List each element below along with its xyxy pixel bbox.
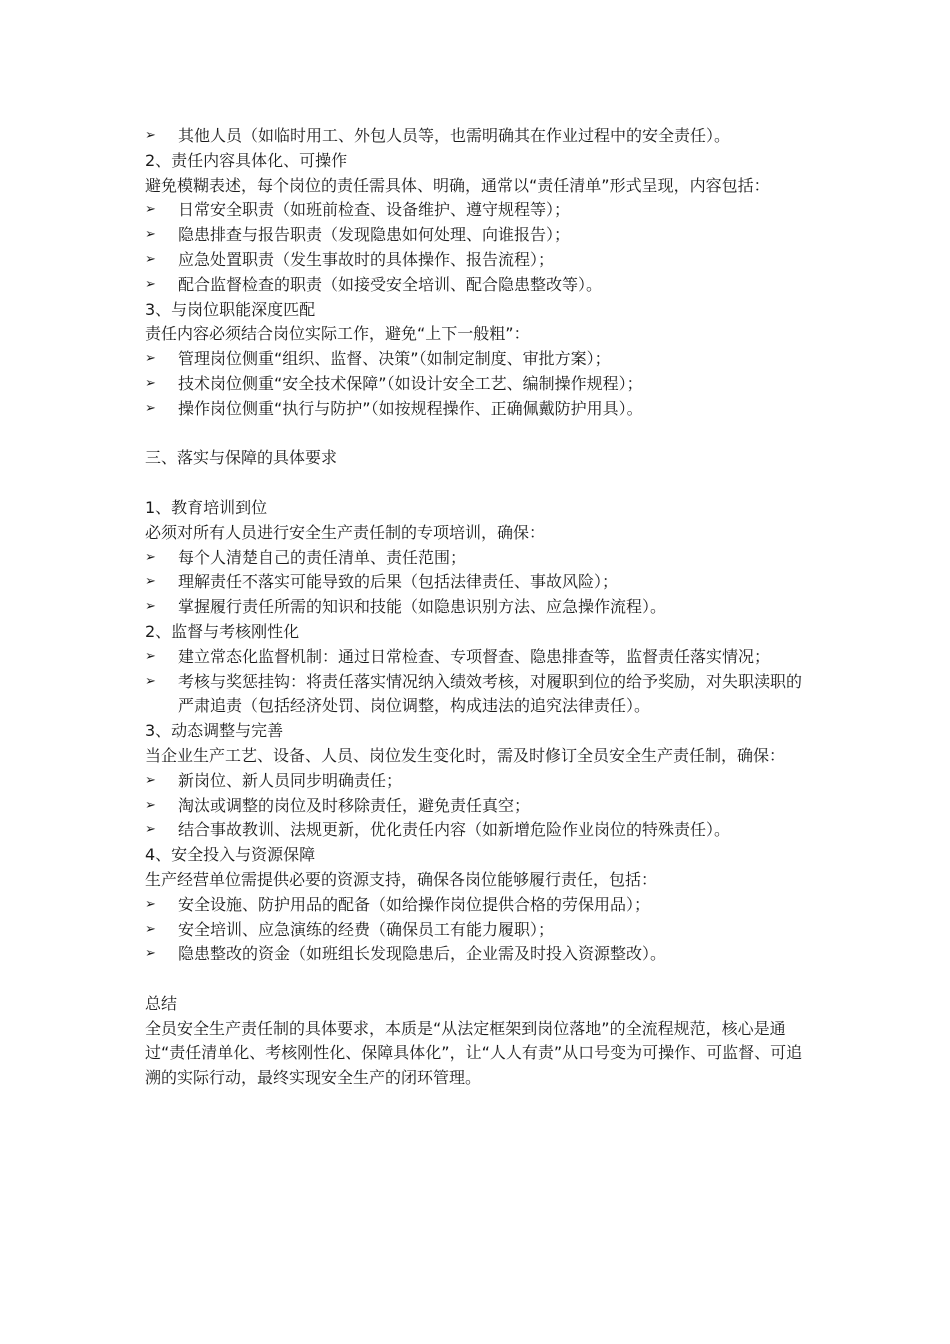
list-item-text: 新岗位、新人员同步明确责任； [178, 770, 403, 790]
list-item [145, 818, 815, 843]
list-item [145, 645, 815, 670]
list-item [145, 769, 815, 794]
list-item-text: 考核与奖惩挂钩：将责任落实情况纳入绩效考核，对履职到位的给予奖励，对失职渎职的严肃追责（包括经济处罚、岗位调整，构成违法的追究法律责任）。 [178, 671, 803, 716]
arrow-bullet-icon: ➢ [145, 921, 156, 937]
subsection-heading: 4、安全投入与资源保障 [145, 845, 316, 865]
subsection-heading: 2、监督与考核刚性化 [145, 621, 300, 641]
list-item-text: 操作岗位侧重“执行与防护”（如按规程操作、正确佩戴防护用具）。 [178, 398, 643, 418]
paragraph: 必须对所有人员进行安全生产责任制的专项培训，确保： [145, 522, 546, 542]
list-item [145, 918, 815, 943]
arrow-bullet-icon: ➢ [145, 351, 156, 367]
list-item-text: 每个人清楚自己的责任清单、责任范围； [178, 547, 467, 567]
arrow-bullet-icon: ➢ [145, 648, 156, 664]
arrow-bullet-icon: ➢ [145, 574, 156, 590]
list-item-text: 管理岗位侧重“组织、监督、决策”（如制定制度、审批方案）； [178, 349, 611, 369]
list-item [145, 893, 815, 918]
list-item [145, 273, 815, 298]
paragraph: 避免模糊表述，每个岗位的责任需具体、明确，通常以“责任清单”形式呈现，内容包括： [145, 175, 770, 195]
arrow-bullet-icon: ➢ [145, 276, 156, 292]
arrow-bullet-icon: ➢ [145, 797, 156, 813]
arrow-bullet-icon: ➢ [145, 822, 156, 838]
list-item [145, 372, 815, 397]
document-body [145, 124, 815, 1091]
list-item-text: 日常安全职责（如班前检查、设备维护、遵守规程等）； [178, 200, 571, 220]
list-item-text: 隐患排查与报告职责（发现隐患如何处理、向谁报告）； [178, 225, 571, 245]
list-item-text: 掌握履行责任所需的知识和技能（如隐患识别方法、应急操作流程）。 [178, 597, 667, 617]
list-item [145, 942, 815, 967]
summary-heading: 总结 [145, 993, 178, 1013]
arrow-bullet-icon: ➢ [145, 946, 156, 962]
spacer [145, 471, 815, 496]
list-item-text: 配合监督检查的职责（如接受安全培训、配合隐患整改等）。 [178, 274, 603, 294]
subsection-heading: 3、与岗位职能深度匹配 [145, 299, 316, 319]
paragraph: 生产经营单位需提供必要的资源支持，确保各岗位能够履行责任，包括： [145, 869, 658, 889]
list-item [145, 248, 815, 273]
list-item-text: 结合事故教训、法规更新，优化责任内容（如新增危险作业岗位的特殊责任）。 [178, 820, 731, 840]
summary-paragraph: 全员安全生产责任制的具体要求，本质是“从法定框架到岗位落地”的全流程规范，核心是通过“责任清单化、考核刚性化、保障具体化”，让“人人有责”从口号变为可操作、可监督、可追溯的实际行动，最终实现安全生产的闭环管理。 [145, 1018, 803, 1088]
arrow-bullet-icon: ➢ [145, 375, 156, 391]
list-item-text: 安全培训、应急演练的经费（确保员工有能力履职）； [178, 919, 555, 939]
list-item-text: 理解责任不落实可能导致的后果（包括法律责任、事故风险）； [178, 572, 619, 592]
list-item [145, 670, 815, 720]
arrow-bullet-icon: ➢ [145, 400, 156, 416]
subsection-heading: 3、动态调整与完善 [145, 721, 284, 741]
list-item [145, 347, 815, 372]
list-item [145, 546, 815, 571]
subsection-heading: 1、教育培训到位 [145, 497, 268, 517]
arrow-bullet-icon: ➢ [145, 549, 156, 565]
list-item [145, 595, 815, 620]
list-item [145, 570, 815, 595]
list-item [145, 124, 815, 149]
paragraph: 当企业生产工艺、设备、人员、岗位发生变化时，需及时修订全员安全生产责任制，确保： [145, 745, 786, 765]
arrow-bullet-icon: ➢ [145, 896, 156, 912]
list-item [145, 397, 815, 422]
arrow-bullet-icon: ➢ [145, 772, 156, 788]
arrow-bullet-icon: ➢ [145, 599, 156, 615]
list-item-text: 技术岗位侧重“安全技术保障”（如设计安全工艺、编制操作规程）； [178, 373, 643, 393]
list-item-text: 应急处置职责（发生事故时的具体操作、报告流程）； [178, 249, 555, 269]
arrow-bullet-icon: ➢ [145, 202, 156, 218]
list-item-text: 其他人员（如临时用工、外包人员等，也需明确其在作业过程中的安全责任）。 [178, 126, 731, 145]
list-item-text: 淘汰或调整的岗位及时移除责任，避免责任真空； [178, 795, 531, 815]
spacer [145, 967, 815, 992]
section-heading: 三、落实与保障的具体要求 [145, 448, 338, 468]
arrow-bullet-icon: ➢ [145, 673, 156, 689]
paragraph: 责任内容必须结合岗位实际工作，避免“上下一般粗”： [145, 324, 530, 344]
arrow-bullet-icon: ➢ [145, 227, 156, 243]
subsection-heading: 2、责任内容具体化、可操作 [145, 150, 348, 170]
list-item-text: 隐患整改的资金（如班组长发现隐患后，企业需及时投入资源整改）。 [178, 944, 667, 964]
spacer [145, 422, 815, 447]
list-item [145, 223, 815, 248]
arrow-bullet-icon: ➢ [145, 128, 156, 143]
list-item-text: 建立常态化监督机制：通过日常检查、专项督查、隐患排查等，监督责任落实情况； [178, 646, 771, 666]
list-item-text: 安全设施、防护用品的配备（如给操作岗位提供合格的劳保用品）； [178, 894, 651, 914]
list-item [145, 198, 815, 223]
arrow-bullet-icon: ➢ [145, 251, 156, 267]
list-item [145, 794, 815, 819]
